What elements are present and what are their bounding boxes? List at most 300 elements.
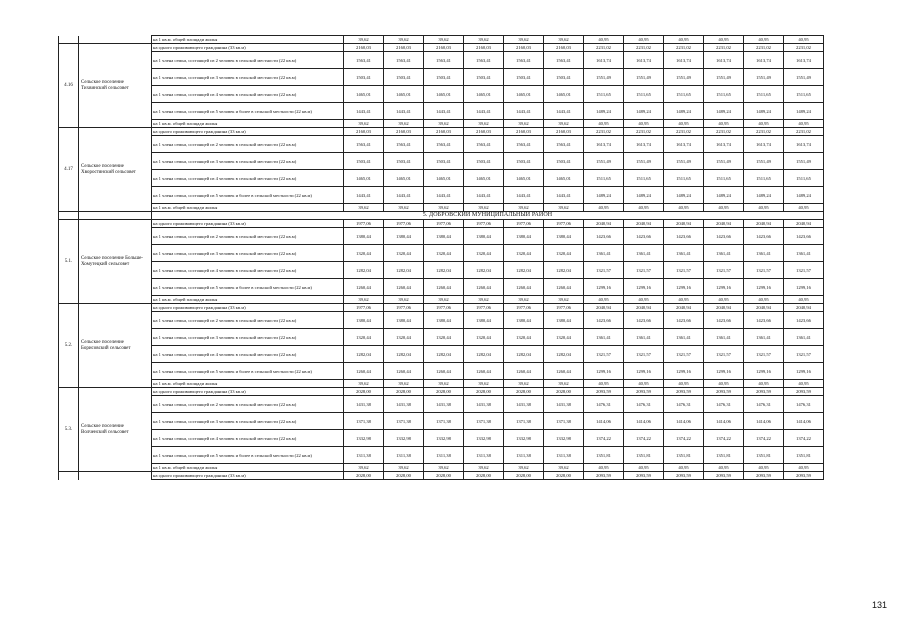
value-cell: 1465,01 [344, 86, 384, 103]
value-cell: 40,95 [664, 464, 704, 472]
value-cell: 39,62 [344, 380, 384, 388]
row-code: 5.2. [59, 304, 79, 388]
value-cell: 2231,02 [784, 44, 824, 52]
value-cell: 1311,38 [464, 447, 504, 464]
table-row [59, 103, 824, 120]
table-row [59, 86, 824, 103]
value-cell: 1489,24 [584, 103, 624, 120]
table-row [59, 430, 824, 447]
value-cell: 1423,66 [704, 228, 744, 245]
value-cell: 1443,41 [344, 103, 384, 120]
table-row [59, 170, 824, 187]
table-row [59, 346, 824, 363]
rate-description: на 1 члена семьи, состоящей из 3 человек в сельской местности (22 кв.м) [152, 413, 344, 430]
value-cell: 2028,00 [544, 472, 584, 480]
value-cell: 1511,65 [744, 170, 784, 187]
value-cell: 1613,74 [704, 52, 744, 69]
value-cell: 39,62 [424, 204, 464, 212]
value-cell: 1443,41 [544, 103, 584, 120]
value-cell: 1563,41 [464, 136, 504, 153]
value-cell: 1320,44 [544, 245, 584, 262]
value-cell: 1489,24 [704, 103, 744, 120]
value-cell: 1320,44 [424, 245, 464, 262]
value-cell: 1613,74 [584, 52, 624, 69]
value-cell: 1361,41 [584, 245, 624, 262]
value-cell: 1321,57 [744, 262, 784, 279]
value-cell: 2093,59 [784, 388, 824, 396]
value-cell: 1321,57 [784, 346, 824, 363]
value-cell: 1551,49 [704, 153, 744, 170]
value-cell: 40,95 [744, 380, 784, 388]
value-cell: 2231,02 [704, 128, 744, 136]
table-row [59, 447, 824, 464]
value-cell: 1613,74 [664, 52, 704, 69]
value-cell: 1551,49 [584, 153, 624, 170]
value-cell: 2160,03 [504, 128, 544, 136]
table-row [59, 128, 824, 136]
value-cell: 2231,02 [624, 44, 664, 52]
value-cell: 40,95 [704, 464, 744, 472]
value-cell: 1551,49 [664, 153, 704, 170]
value-cell: 2160,03 [544, 44, 584, 52]
value-cell: 1361,41 [784, 245, 824, 262]
value-cell: 2093,59 [584, 388, 624, 396]
table-row [59, 380, 824, 388]
value-cell: 1511,65 [584, 86, 624, 103]
value-cell: 2093,59 [664, 388, 704, 396]
value-cell: 39,62 [504, 464, 544, 472]
value-cell: 2093,59 [664, 472, 704, 480]
value-cell: 2093,59 [744, 472, 784, 480]
value-cell: 1414,06 [744, 413, 784, 430]
rate-description: на 1 кв.м. общей площади жилья [152, 296, 344, 304]
rate-description: на 1 члена семьи, состоящей из 3 человек в сельской местности (22 кв.м) [152, 329, 344, 346]
value-cell: 2028,00 [384, 388, 424, 396]
table-row [59, 69, 824, 86]
rate-description: на 1 кв.м. общей площади жилья [152, 120, 344, 128]
value-cell: 40,95 [784, 204, 824, 212]
value-cell: 1320,44 [504, 329, 544, 346]
rate-description: на одного проживающего гражданина (33 кв.м) [152, 128, 344, 136]
value-cell: 1613,74 [744, 136, 784, 153]
value-cell: 1489,24 [744, 187, 784, 204]
value-cell: 1551,49 [584, 69, 624, 86]
value-cell: 1320,44 [384, 245, 424, 262]
value-cell: 2028,00 [544, 388, 584, 396]
table-row [59, 220, 824, 228]
value-cell: 39,62 [424, 36, 464, 44]
value-cell: 1977,06 [344, 304, 384, 312]
value-cell: 1431,38 [424, 396, 464, 413]
value-cell: 2160,03 [384, 44, 424, 52]
value-cell: 1351,81 [664, 447, 704, 464]
value-cell: 2160,03 [424, 128, 464, 136]
settlement-name [79, 472, 152, 480]
value-cell: 1299,16 [664, 363, 704, 380]
table-row [59, 304, 824, 312]
value-cell: 1282,04 [464, 346, 504, 363]
rate-description: на одного проживающего гражданина (33 кв.м) [152, 220, 344, 228]
value-cell: 1332,98 [344, 430, 384, 447]
value-cell: 1351,81 [784, 447, 824, 464]
value-cell: 1613,74 [784, 52, 824, 69]
value-cell: 40,95 [624, 464, 664, 472]
value-cell: 2028,00 [384, 472, 424, 480]
value-cell: 1465,01 [544, 86, 584, 103]
value-cell: 1503,41 [344, 69, 384, 86]
value-cell: 2040,94 [664, 304, 704, 312]
value-cell: 1551,49 [704, 69, 744, 86]
table-row [59, 363, 824, 380]
value-cell: 1260,44 [384, 363, 424, 380]
value-cell: 1371,38 [504, 413, 544, 430]
value-cell: 1476,31 [624, 396, 664, 413]
value-cell: 40,95 [704, 36, 744, 44]
value-cell: 1299,16 [624, 363, 664, 380]
value-cell: 39,62 [544, 464, 584, 472]
value-cell: 1503,41 [464, 69, 504, 86]
value-cell: 39,62 [424, 380, 464, 388]
value-cell: 1977,06 [424, 220, 464, 228]
value-cell: 1299,16 [784, 363, 824, 380]
rate-description: на одного проживающего гражданина (33 кв.м) [152, 304, 344, 312]
value-cell: 2160,03 [504, 44, 544, 52]
value-cell: 39,62 [384, 120, 424, 128]
value-cell: 1374,22 [704, 430, 744, 447]
rate-description: на 1 члена семьи, состоящей из 5 человек и более в сельской местности (22 кв.м) [152, 103, 344, 120]
value-cell: 1299,16 [664, 279, 704, 296]
value-cell: 1551,49 [744, 69, 784, 86]
value-cell: 39,62 [544, 120, 584, 128]
value-cell: 1465,01 [544, 170, 584, 187]
value-cell: 1282,04 [464, 262, 504, 279]
value-cell: 1311,38 [424, 447, 464, 464]
value-cell: 1431,38 [544, 396, 584, 413]
value-cell: 1299,16 [624, 279, 664, 296]
value-cell: 1361,41 [584, 329, 624, 346]
value-cell: 2093,59 [704, 388, 744, 396]
value-cell: 2028,00 [424, 388, 464, 396]
value-cell: 1563,41 [504, 136, 544, 153]
value-cell: 1465,01 [424, 170, 464, 187]
value-cell: 1374,22 [624, 430, 664, 447]
value-cell: 1489,24 [784, 103, 824, 120]
value-cell: 1299,16 [704, 279, 744, 296]
value-cell: 2231,02 [744, 44, 784, 52]
value-cell: 40,95 [584, 36, 624, 44]
value-cell: 1977,06 [424, 304, 464, 312]
value-cell: 40,95 [744, 36, 784, 44]
value-cell: 1563,41 [544, 52, 584, 69]
value-cell: 39,62 [344, 464, 384, 472]
table-body [59, 36, 824, 480]
value-cell: 1443,41 [464, 103, 504, 120]
value-cell: 1282,04 [424, 346, 464, 363]
table-row [59, 228, 824, 245]
value-cell: 1563,41 [424, 136, 464, 153]
value-cell: 1423,66 [704, 312, 744, 329]
value-cell: 1299,16 [584, 279, 624, 296]
value-cell: 1311,38 [344, 447, 384, 464]
value-cell: 1503,41 [504, 69, 544, 86]
value-cell: 1613,74 [744, 52, 784, 69]
value-cell: 39,62 [504, 380, 544, 388]
value-cell: 1260,44 [504, 363, 544, 380]
value-cell: 40,95 [584, 464, 624, 472]
value-cell: 39,62 [544, 380, 584, 388]
value-cell: 1321,57 [704, 346, 744, 363]
rate-description: на 1 члена семьи, состоящей из 2 человек в сельской местности (22 кв.м) [152, 136, 344, 153]
value-cell: 2040,94 [584, 220, 624, 228]
rate-description: на 1 члена семьи, состоящей из 3 человек в сельской местности (22 кв.м) [152, 245, 344, 262]
value-cell: 1977,06 [464, 220, 504, 228]
table-row [59, 245, 824, 262]
value-cell: 1374,22 [744, 430, 784, 447]
value-cell: 1476,31 [744, 396, 784, 413]
value-cell: 2040,94 [704, 220, 744, 228]
value-cell: 1443,41 [464, 187, 504, 204]
value-cell: 1282,04 [384, 262, 424, 279]
settlement-name: Сельское поселение Тихвинский сельсовет [79, 44, 152, 128]
value-cell: 1351,81 [704, 447, 744, 464]
table-row [59, 396, 824, 413]
value-cell: 1374,22 [664, 430, 704, 447]
blank-cell [59, 212, 79, 220]
rate-description: на 1 кв.м. общей площади жилья [152, 380, 344, 388]
value-cell: 40,95 [744, 464, 784, 472]
table-row [59, 136, 824, 153]
value-cell: 1332,98 [544, 430, 584, 447]
value-cell: 1489,24 [744, 103, 784, 120]
value-cell: 39,62 [424, 296, 464, 304]
value-cell: 1465,01 [344, 170, 384, 187]
price-table-sheet [58, 35, 824, 480]
value-cell: 1380,44 [464, 312, 504, 329]
value-cell: 1321,57 [784, 262, 824, 279]
value-cell: 2028,00 [464, 472, 504, 480]
value-cell: 39,62 [544, 204, 584, 212]
value-cell: 1551,49 [624, 69, 664, 86]
value-cell: 1977,06 [384, 220, 424, 228]
value-cell: 1361,41 [704, 329, 744, 346]
value-cell: 1423,66 [664, 312, 704, 329]
value-cell: 1431,38 [384, 396, 424, 413]
page-number: 131 [872, 600, 888, 610]
value-cell: 39,62 [384, 464, 424, 472]
value-cell: 1489,24 [664, 103, 704, 120]
value-cell: 1613,74 [624, 136, 664, 153]
value-cell: 2028,00 [344, 388, 384, 396]
value-cell: 1361,41 [784, 329, 824, 346]
value-cell: 1299,16 [704, 363, 744, 380]
value-cell: 1613,74 [664, 136, 704, 153]
value-cell: 1282,04 [504, 262, 544, 279]
value-cell: 39,62 [544, 296, 584, 304]
value-cell: 1414,06 [784, 413, 824, 430]
value-cell: 1332,98 [464, 430, 504, 447]
value-cell: 1431,38 [344, 396, 384, 413]
value-cell: 2160,03 [544, 128, 584, 136]
value-cell: 2093,59 [744, 388, 784, 396]
value-cell: 1563,41 [504, 52, 544, 69]
rate-description: на одного проживающего гражданина (33 кв.м) [152, 472, 344, 480]
value-cell: 1299,16 [744, 363, 784, 380]
value-cell: 1321,57 [584, 262, 624, 279]
value-cell: 1260,44 [424, 363, 464, 380]
value-cell: 1489,24 [624, 103, 664, 120]
value-cell: 39,62 [464, 120, 504, 128]
value-cell: 1282,04 [424, 262, 464, 279]
value-cell: 1321,57 [584, 346, 624, 363]
row-code: 4.16 [59, 44, 79, 128]
rate-description: на 1 члена семьи, состоящей из 2 человек в сельской местности (22 кв.м) [152, 396, 344, 413]
rate-description: на 1 кв.м. общей площади жилья [152, 36, 344, 44]
value-cell: 1977,06 [384, 304, 424, 312]
value-cell: 1260,44 [544, 279, 584, 296]
value-cell: 1260,44 [384, 279, 424, 296]
value-cell: 40,95 [664, 36, 704, 44]
value-cell: 2231,02 [584, 44, 624, 52]
value-cell: 1563,41 [384, 52, 424, 69]
value-cell: 1260,44 [344, 363, 384, 380]
value-cell: 1503,41 [464, 153, 504, 170]
value-cell: 1551,49 [784, 69, 824, 86]
value-cell: 1511,65 [664, 86, 704, 103]
value-cell: 1977,06 [504, 220, 544, 228]
value-cell: 1443,41 [384, 103, 424, 120]
value-cell: 40,95 [584, 380, 624, 388]
value-cell: 40,95 [584, 120, 624, 128]
value-cell: 2093,59 [624, 388, 664, 396]
rate-description: на 1 члена семьи, состоящей из 4 человек в сельской местности (22 кв.м) [152, 346, 344, 363]
settlement-name: Сельское поселение Хворостянский сельсовет [79, 128, 152, 212]
value-cell: 1380,44 [344, 228, 384, 245]
rate-description: на одного проживающего гражданина (33 кв.м) [152, 44, 344, 52]
value-cell: 1282,04 [504, 346, 544, 363]
row-code: 5.3. [59, 388, 79, 472]
section-row [59, 212, 824, 220]
value-cell: 1414,06 [584, 413, 624, 430]
value-cell: 1443,41 [344, 187, 384, 204]
value-cell: 1977,06 [544, 304, 584, 312]
value-cell: 40,95 [784, 464, 824, 472]
value-cell: 40,95 [624, 36, 664, 44]
value-cell: 1443,41 [424, 103, 464, 120]
value-cell: 1321,57 [624, 346, 664, 363]
value-cell: 1511,65 [744, 86, 784, 103]
rate-description: на 1 члена семьи, состоящей из 5 человек и более в сельской местности (22 кв.м) [152, 279, 344, 296]
value-cell: 1321,57 [664, 262, 704, 279]
rate-description: на 1 члена семьи, состоящей из 4 человек в сельской местности (22 кв.м) [152, 170, 344, 187]
housing-cost-table [58, 35, 824, 480]
value-cell: 40,95 [624, 296, 664, 304]
value-cell: 39,62 [344, 120, 384, 128]
value-cell: 2040,94 [784, 220, 824, 228]
row-code: 5.1. [59, 220, 79, 304]
value-cell: 1503,41 [544, 69, 584, 86]
rate-description: на 1 кв.м. общей площади жилья [152, 204, 344, 212]
value-cell: 1443,41 [504, 187, 544, 204]
value-cell: 1563,41 [344, 136, 384, 153]
value-cell: 1311,38 [384, 447, 424, 464]
value-cell: 1311,38 [544, 447, 584, 464]
rate-description: на 1 члена семьи, состоящей из 2 человек в сельской местности (22 кв.м) [152, 52, 344, 69]
value-cell: 1511,65 [704, 86, 744, 103]
value-cell: 1423,66 [784, 228, 824, 245]
value-cell: 39,62 [504, 296, 544, 304]
value-cell: 1465,01 [504, 86, 544, 103]
rate-description: на одного проживающего гражданина (33 кв.м) [152, 388, 344, 396]
table-row [59, 472, 824, 480]
value-cell: 40,95 [664, 204, 704, 212]
rate-description: на 1 члена семьи, состоящей из 4 человек в сельской местности (22 кв.м) [152, 262, 344, 279]
value-cell: 2028,00 [424, 472, 464, 480]
value-cell: 39,62 [344, 36, 384, 44]
value-cell: 1977,06 [544, 220, 584, 228]
table-row [59, 388, 824, 396]
rate-description: на 1 члена семьи, состоящей из 5 человек и более в сельской местности (22 кв.м) [152, 447, 344, 464]
value-cell: 1563,41 [544, 136, 584, 153]
value-cell: 1443,41 [384, 187, 424, 204]
settlement-name: Сельское поселение Волченский сельсовет [79, 388, 152, 472]
row-code [59, 36, 79, 44]
value-cell: 1374,22 [784, 430, 824, 447]
rate-description: на 1 члена семьи, состоящей из 4 человек в сельской местности (22 кв.м) [152, 430, 344, 447]
value-cell: 2231,02 [584, 128, 624, 136]
value-cell: 2093,59 [784, 472, 824, 480]
value-cell: 1431,38 [504, 396, 544, 413]
value-cell: 1260,44 [424, 279, 464, 296]
table-row [59, 52, 824, 69]
value-cell: 1332,98 [504, 430, 544, 447]
value-cell: 1489,24 [784, 187, 824, 204]
value-cell: 1476,31 [704, 396, 744, 413]
value-cell: 1551,49 [784, 153, 824, 170]
value-cell: 1320,44 [464, 329, 504, 346]
value-cell: 39,62 [384, 380, 424, 388]
value-cell: 40,95 [784, 120, 824, 128]
table-row [59, 187, 824, 204]
value-cell: 40,95 [664, 380, 704, 388]
value-cell: 2160,03 [344, 44, 384, 52]
value-cell: 1563,41 [424, 52, 464, 69]
value-cell: 40,95 [744, 296, 784, 304]
value-cell: 39,62 [424, 120, 464, 128]
value-cell: 1431,38 [464, 396, 504, 413]
value-cell: 1613,74 [624, 52, 664, 69]
value-cell: 1380,44 [544, 312, 584, 329]
value-cell: 1613,74 [584, 136, 624, 153]
value-cell: 1423,66 [784, 312, 824, 329]
value-cell: 1977,06 [504, 304, 544, 312]
value-cell: 1503,41 [344, 153, 384, 170]
value-cell: 1423,66 [744, 228, 784, 245]
blank-cell [79, 212, 152, 220]
value-cell: 2231,02 [664, 128, 704, 136]
value-cell: 1503,41 [424, 153, 464, 170]
row-code [59, 472, 79, 480]
value-cell: 40,95 [704, 204, 744, 212]
value-cell: 1361,41 [744, 329, 784, 346]
value-cell: 40,95 [744, 204, 784, 212]
value-cell: 2040,94 [624, 220, 664, 228]
value-cell: 1414,06 [704, 413, 744, 430]
value-cell: 1380,44 [504, 312, 544, 329]
table-row [59, 329, 824, 346]
table-row [59, 153, 824, 170]
value-cell: 2028,00 [504, 472, 544, 480]
table-row [59, 44, 824, 52]
